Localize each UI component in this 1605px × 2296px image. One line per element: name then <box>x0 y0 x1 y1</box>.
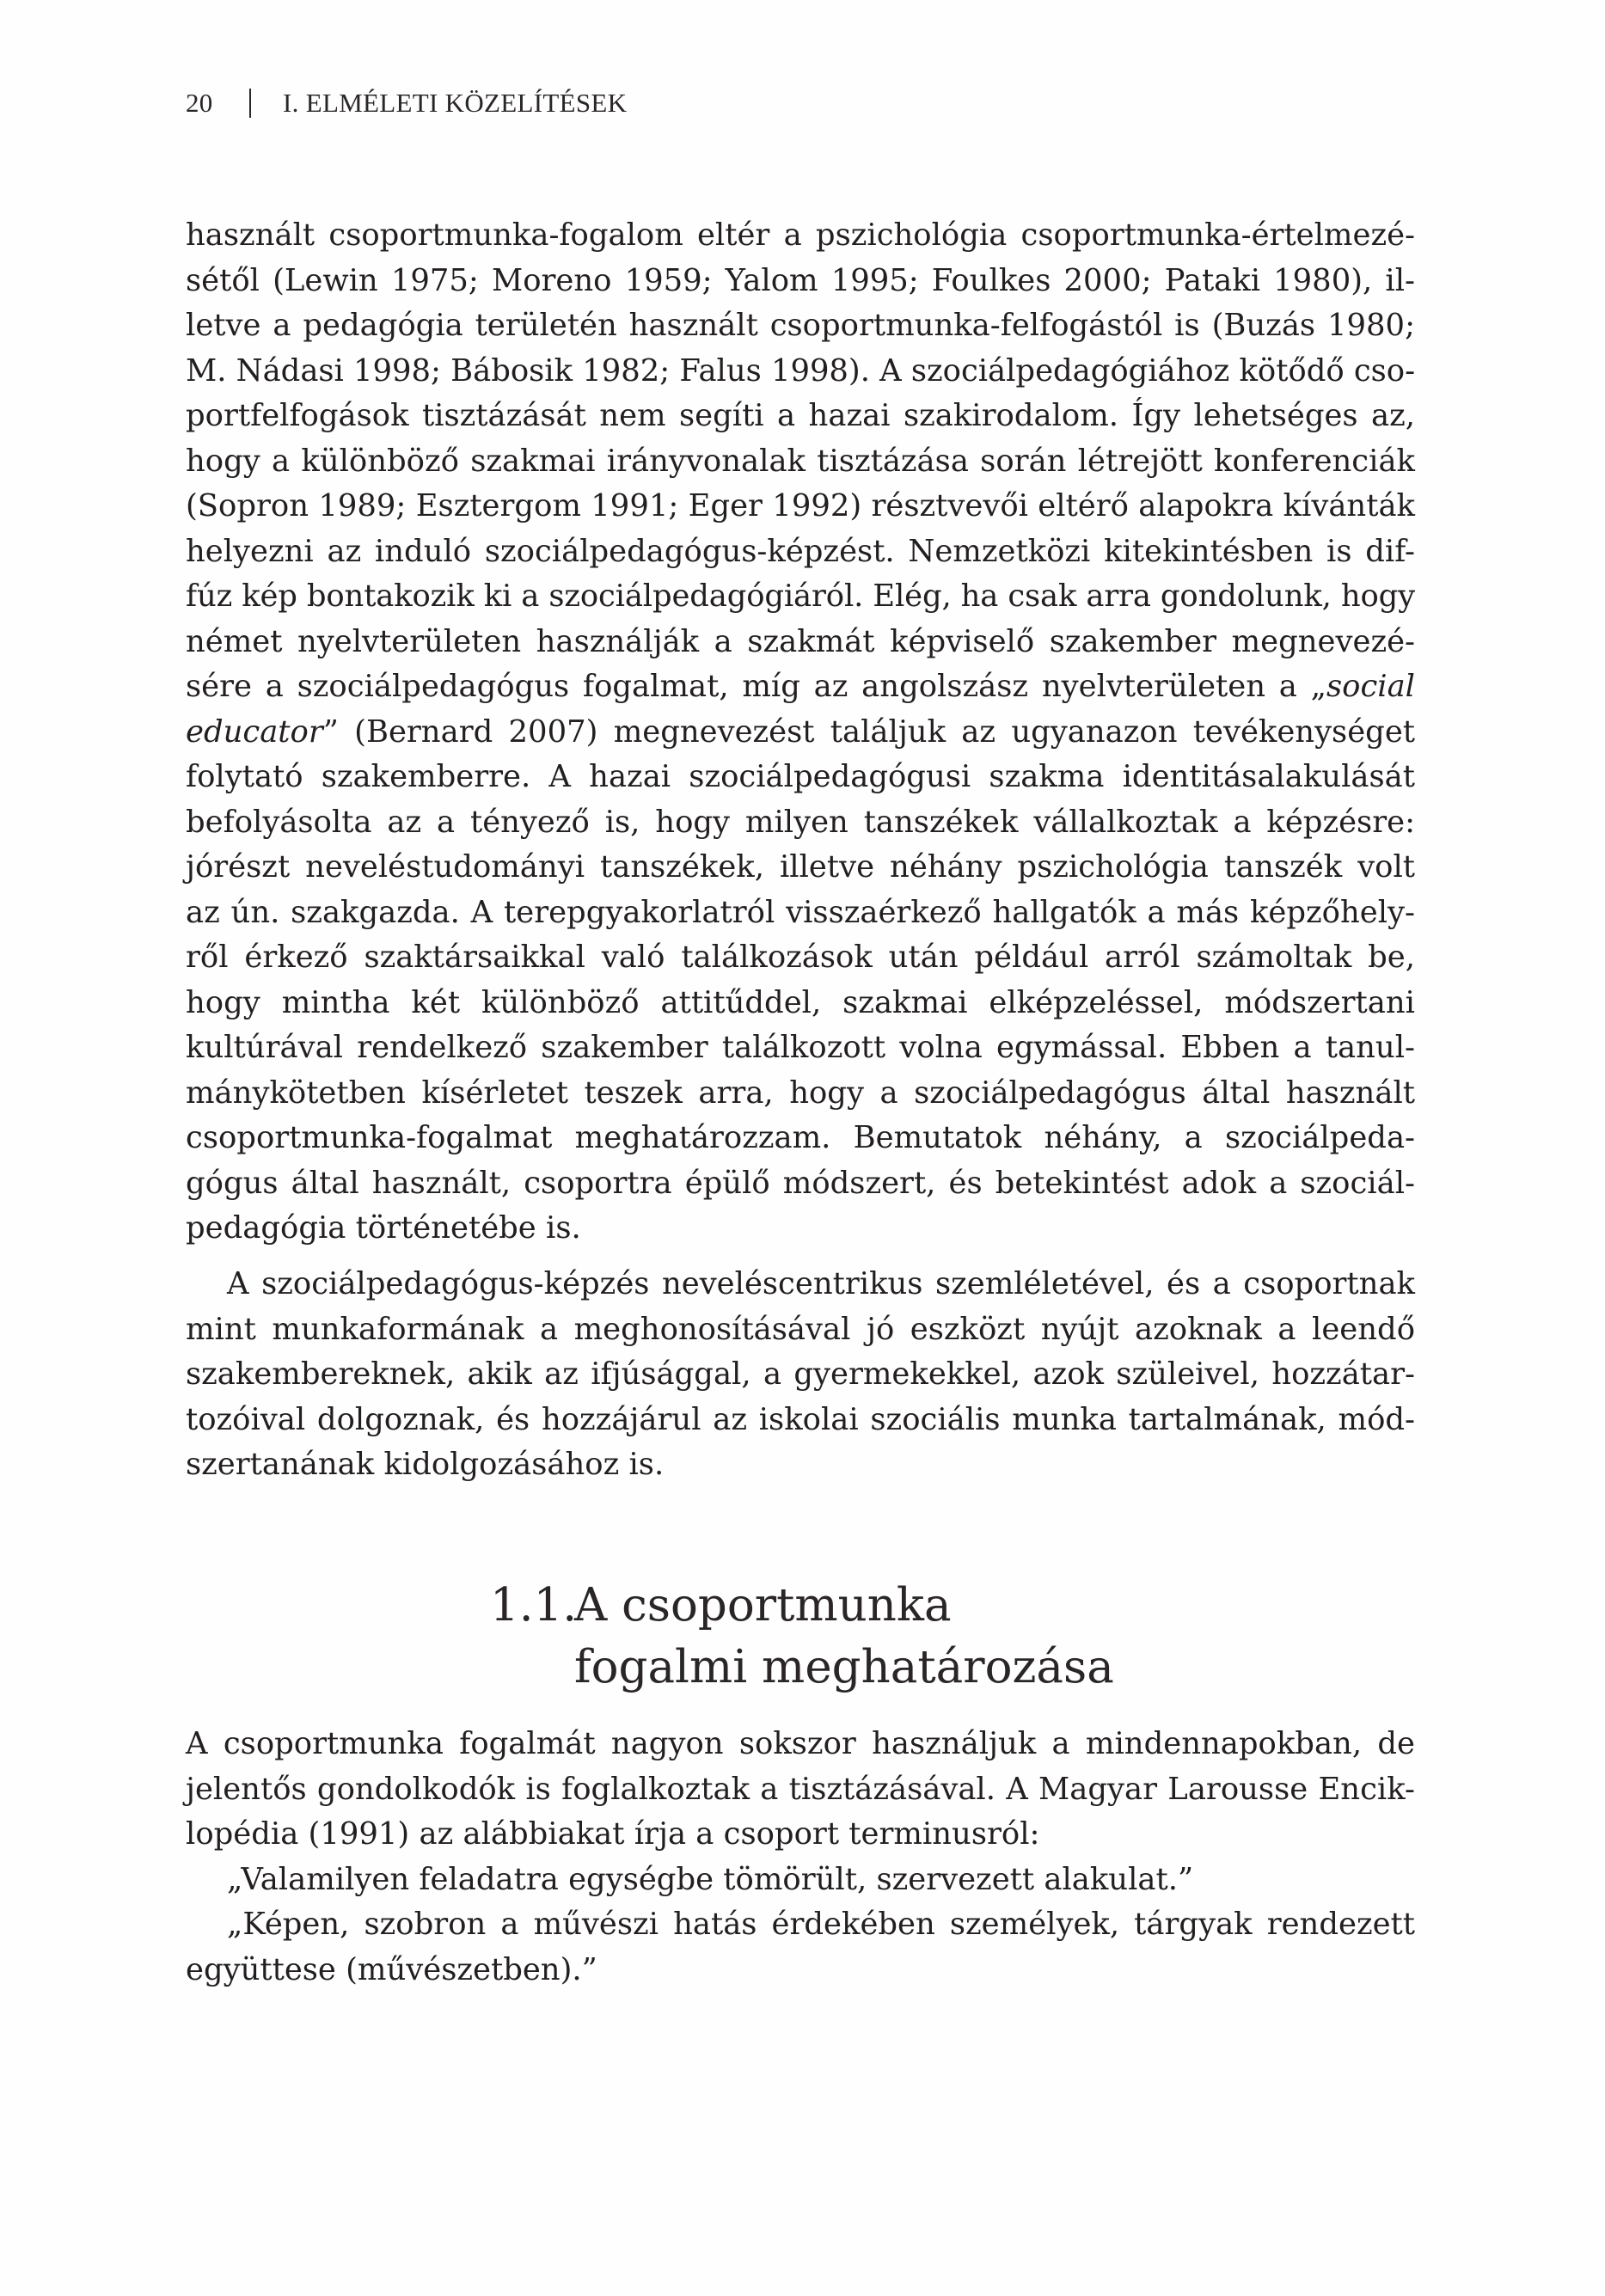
section-heading <box>490 1575 1114 1699</box>
quote-line: „Valamilyen feladatra egységbe tömörült, szervezett alakulat.” <box>227 1861 1194 1897</box>
text-line: hogy mintha két különböző attitűddel, szakmai elképzeléssel, módszertani <box>186 984 1415 1020</box>
text-line: csoportmunka-fogalmat meghatározzam. Bemutatok néhány, a szociálpeda- <box>186 1120 1415 1155</box>
section-title-line-1: A csoportmunka <box>574 1579 952 1632</box>
text-line: A szociálpedagógus-képzés neveléscentrikus szemléletével, és a csoportnak <box>227 1266 1415 1301</box>
chapter-title: I. ELMÉLETI KÖZELÍTÉSEK <box>283 88 628 118</box>
text-line: szertanának kidolgozásához is. <box>186 1447 665 1482</box>
text-line: ről érkező szaktársaikkal való találkozások után például arról számoltak be, <box>186 940 1415 975</box>
text-line <box>186 664 1415 710</box>
text-line: mint munkaformának a meghonosításával jó eszközt nyújt azoknak a leendő <box>186 1311 1415 1347</box>
text-line: sétől (Lewin 1975; Moreno 1959; Yalom 1995; Foulkes 2000; Pataki 1980), il- <box>186 262 1415 298</box>
text-line: az ún. szakgazda. A terepgyakorlatról visszaérkező hallgatók a más képzőhely- <box>186 894 1415 930</box>
paragraph-2 <box>186 1262 1415 1488</box>
text-line: mánykötetben kísérletet teszek arra, hogy a szociálpedagógus által használt <box>186 1075 1415 1111</box>
text-line: jelentős gondolkodók is foglalkoztak a tisztázásával. A Magyar Larousse Encik- <box>186 1771 1415 1807</box>
header-divider <box>249 89 251 118</box>
text-line: lopédia (1991) az alábbiakat írja a csoport terminusról: <box>186 1816 1040 1852</box>
running-head <box>186 86 627 120</box>
text-run: sére a szociálpedagógus fogalmat, míg az angolszász nyelvterületen a „ <box>186 669 1326 704</box>
text-line: (Sopron 1989; Esztergom 1991; Eger 1992) résztvevői eltérő alapokra kívánták <box>186 488 1415 523</box>
text-line: gógus által használt, csoportra épülő módszert, és betekintést adok a szociál- <box>186 1165 1415 1201</box>
text-line: helyezni az induló szociálpedagógus-képzést. Nemzetközi kitekintésben is dif- <box>186 533 1415 569</box>
text-line: kultúrával rendelkező szakember találkozott volna egymással. Ebben a tanul- <box>186 1030 1415 1065</box>
text-run: ” (Bernard 2007) megnevezést találjuk az ugyanazon tevékenységet <box>322 713 1415 750</box>
text-line: befolyásolta az a tényező is, hogy milyen tanszékek vállalkoztak a képzésre: <box>186 804 1415 840</box>
paragraph-3 <box>186 1722 1415 1993</box>
text-line: A csoportmunka fogalmát nagyon sokszor használjuk a mindennapokban, de <box>186 1726 1415 1761</box>
quote-line: „Képen, szobron a művészi hatás érdekében személyek, tárgyak rendezett <box>227 1907 1415 1942</box>
section-number: 1.1. <box>490 1579 578 1632</box>
text-line: szakembereknek, akik az ifjúsággal, a gyermekekkel, azok szüleivel, hozzátar- <box>186 1356 1415 1392</box>
text-line <box>186 710 1415 756</box>
paragraph-1 <box>186 213 1415 1252</box>
text-line: hogy a különböző szakmai irányvonalak tisztázása során létrejött konferenciák <box>186 443 1415 479</box>
text-line: német nyelvterületen használják a szakmát képviselő szakember megnevezé- <box>186 623 1415 659</box>
page-number: 20 <box>186 88 213 118</box>
text-line: pedagógia történetébe is. <box>186 1210 581 1246</box>
section-title-line-2: fogalmi meghatározása <box>574 1641 1114 1693</box>
text-line: tozóival dolgoznak, és hozzájárul az iskolai szociális munka tartalmának, mód- <box>186 1401 1415 1437</box>
text-line: folytató szakemberre. A hazai szociálpedagógusi szakma identitásalakulását <box>186 759 1415 794</box>
text-line: portfelfogások tisztázását nem segíti a hazai szakirodalom. Így lehetséges az, <box>186 398 1415 433</box>
text-line: jórészt neveléstudományi tanszékek, illetve néhány pszichológia tanszék volt <box>186 849 1415 885</box>
italic-term: educator <box>186 713 323 750</box>
text-line: M. Nádasi 1998; Bábosik 1982; Falus 1998). A szociálpedagógiához kötődő cso- <box>186 352 1415 389</box>
italic-term: social <box>1326 669 1415 704</box>
text-line: fúz kép bontakozik ki a szociálpedagógiáról. Elég, ha csak arra gondolunk, hogy <box>186 579 1415 614</box>
text-line: letve a pedagógia területén használt csoportmunka-felfogástól is (Buzás 1980; <box>186 308 1415 343</box>
text-line: használt csoportmunka-fogalom eltér a pszichológia csoportmunka-értelmezé- <box>186 217 1415 253</box>
quote-line: együttese (művészetben).” <box>186 1951 597 1987</box>
